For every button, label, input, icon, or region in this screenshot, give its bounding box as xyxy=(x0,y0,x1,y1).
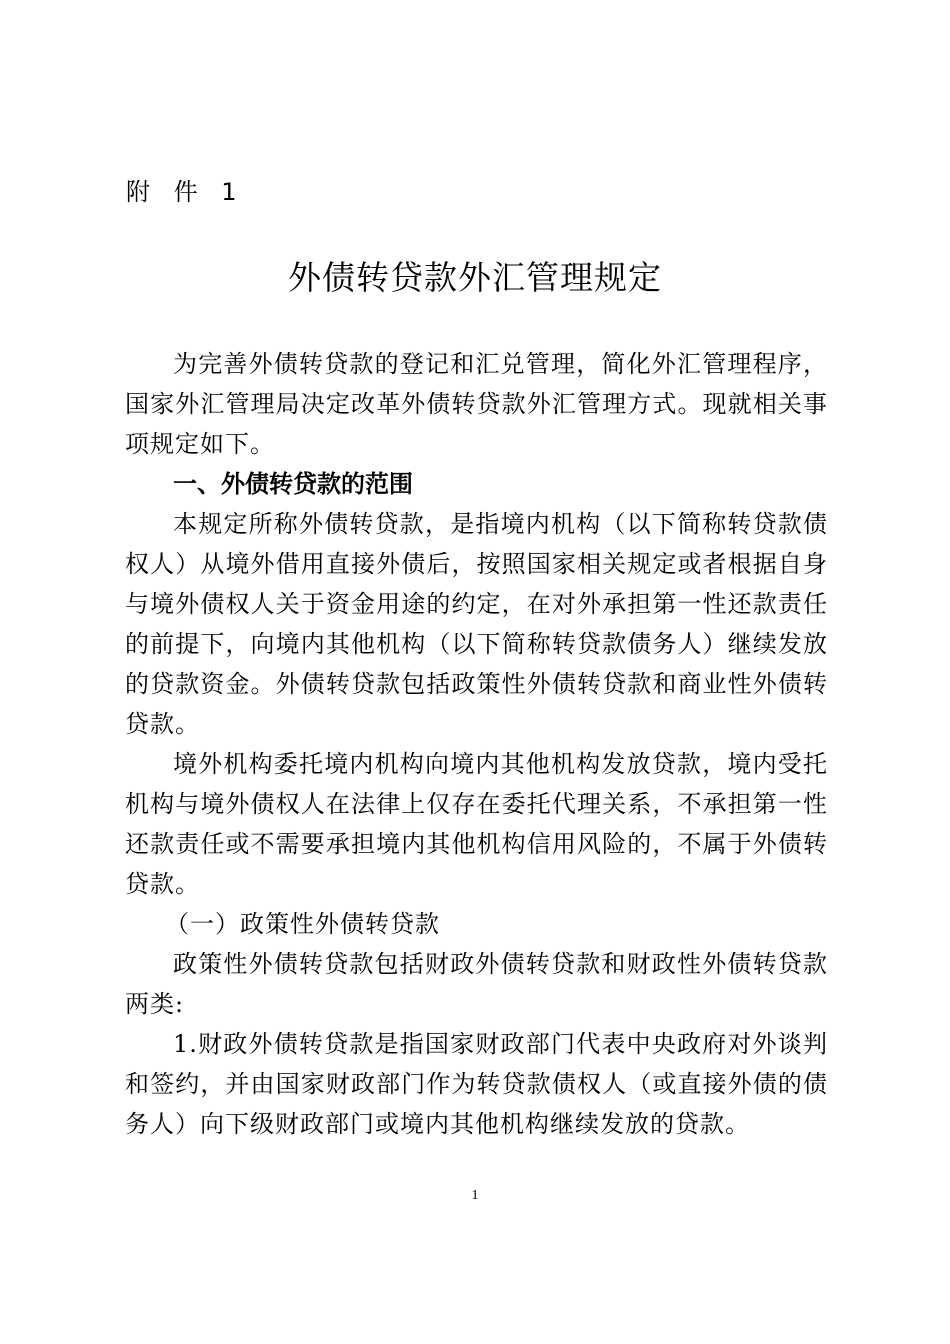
document-title: 外债转贷款外汇管理规定 xyxy=(288,258,662,297)
document-body xyxy=(125,344,828,1144)
page-number: 1 xyxy=(471,1188,479,1203)
definition-paragraph: 本规定所称外债转贷款，是指境内机构（以下简称转贷款债权人）从境外借用直接外债后，按照国家相关规定或者根据自身与境外债权人关于资金用途的约定，在对外承担第一性还款责任的前提下，向境内其他机构（以下简称转贷款债务人）继续发放的贷款资金。外债转贷款包括政策性外债转贷款和商业性外债转贷款。 xyxy=(125,510,828,738)
intro-paragraph: 为完善外债转贷款的登记和汇兑管理，简化外汇管理程序，国家外汇管理局决定改革外债转贷款外汇管理方式。现就相关事项规定如下。 xyxy=(125,350,828,458)
subsection-heading: （一）政策性外债转贷款 xyxy=(165,910,440,938)
policy-paragraph: 政策性外债转贷款包括财政外债转贷款和财政性外债转贷款两类: xyxy=(125,950,828,1018)
item-1-paragraph: 1.财政外债转贷款是指国家财政部门代表中央政府对外谈判和签约，并由国家财政部门作为转贷款债权人（或直接外债的债务人）向下级财政部门或境内其他机构继续发放的贷款。 xyxy=(125,1030,828,1138)
section-heading: 一、外债转贷款的范围 xyxy=(173,470,413,498)
exclusion-paragraph: 境外机构委托境内机构向境内其他机构发放贷款，境内受托机构与境外债权人在法律上仅存在委托代理关系，不承担第一性还款责任或不需要承担境内其他机构信用风险的，不属于外债转贷款。 xyxy=(125,750,828,898)
attachment-label: 附 件 1 xyxy=(126,178,245,206)
